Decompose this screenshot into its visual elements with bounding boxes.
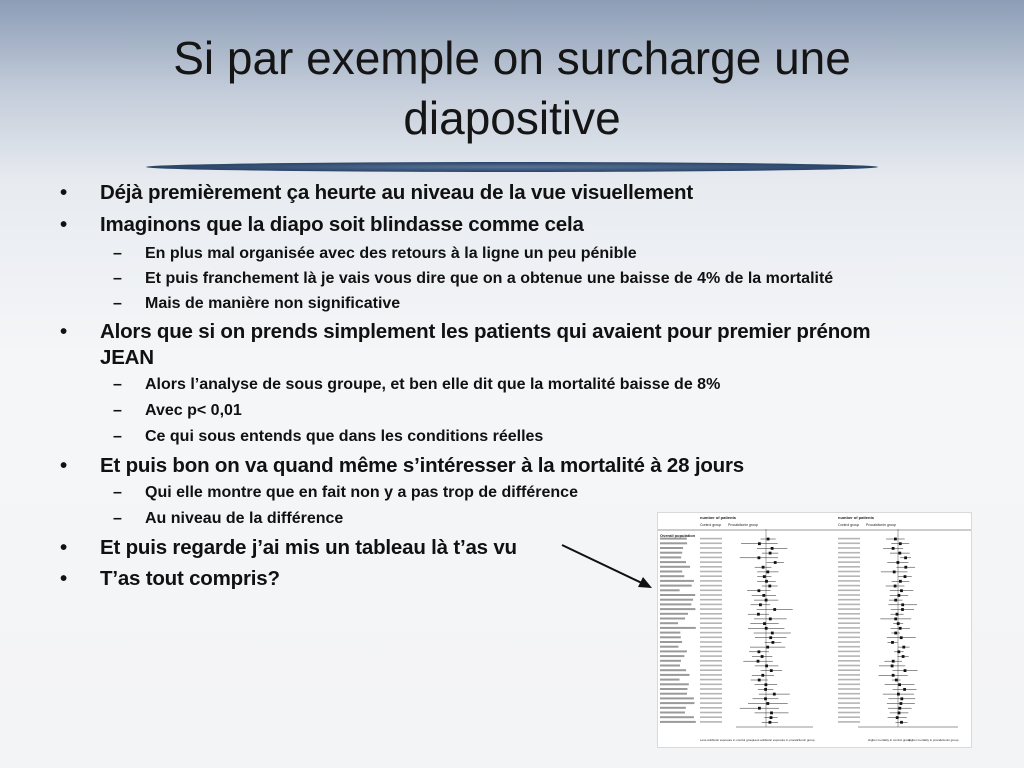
point-marker [766,702,769,705]
point-marker [765,599,768,602]
dash-marker: – [113,270,122,287]
row-value [838,604,860,606]
row-value [700,698,722,700]
figure-left-footer: Less antibiotic exposure in procalcitonin group [753,738,815,742]
row-label [660,566,690,568]
row-label [660,556,681,558]
point-marker [899,627,902,630]
row-value [700,707,722,709]
row-value [838,651,860,653]
row-value [838,632,860,634]
row-value [838,698,860,700]
row-label [660,669,686,671]
point-marker [898,707,901,710]
row-value [838,712,860,714]
row-value [700,693,722,695]
point-marker [900,702,903,705]
point-marker [897,650,900,653]
row-value [838,660,860,662]
point-marker [758,542,761,545]
point-marker [761,655,764,658]
point-marker [758,679,761,682]
point-marker [758,650,761,653]
point-marker [897,622,900,625]
row-value [700,538,722,540]
point-marker [899,542,902,545]
row-label [660,650,687,652]
row-label [660,547,683,549]
row-label [660,707,686,709]
bullet-text: Déjà premièrement ça heurte au niveau de la vue visuellement [100,181,694,204]
row-value [700,712,722,714]
row-label [660,712,685,714]
point-marker [757,660,760,663]
row-value [700,684,722,686]
point-marker [898,683,901,686]
row-value [700,688,722,690]
bullet-text-continuation: JEAN [100,346,154,369]
point-marker [761,674,764,677]
point-marker [894,618,897,621]
row-value [700,575,722,577]
row-value [838,693,860,695]
row-value [838,637,860,639]
row-value [838,575,860,577]
bullet-marker: • [60,213,67,236]
row-value [700,613,722,615]
point-marker [763,622,766,625]
row-value [838,641,860,643]
row-value [838,538,860,540]
point-marker [894,599,897,602]
point-marker [769,636,772,639]
point-marker [765,580,768,583]
row-value [838,613,860,615]
bullet-marker: • [60,567,67,590]
row-value [838,580,860,582]
figure-left-header: number of patients [700,515,737,520]
row-label [660,697,694,699]
row-value [838,679,860,681]
point-marker [772,641,775,644]
row-value [838,655,860,657]
point-marker [898,594,901,597]
point-marker [768,585,771,588]
row-value [838,594,860,596]
row-label [660,542,687,544]
row-label [660,599,693,601]
sub-bullet-text: Avec p< 0,01 [145,402,242,419]
point-marker [762,594,765,597]
point-marker [904,669,907,672]
point-marker [766,571,769,574]
row-label [660,585,692,587]
point-marker [764,688,767,691]
row-value [838,646,860,648]
point-marker [757,613,760,616]
point-marker [891,641,894,644]
row-label [660,618,685,620]
figure-left-footer: Less antibiotic exposure in control group [700,738,754,742]
row-value [700,655,722,657]
figure-right-header: number of patients [838,515,875,520]
point-marker [773,693,776,696]
dash-marker: – [113,484,122,501]
row-label [660,702,695,704]
row-label [660,693,687,695]
sub-bullet-text: Mais de manière non significative [145,295,401,312]
slide-title: Si par exemple on surcharge une diapositive [173,32,851,144]
point-marker [765,683,768,686]
row-value [700,543,722,545]
point-marker [894,632,897,635]
row-label [660,613,688,615]
row-value [700,608,722,610]
bullet-marker: • [60,320,67,343]
dash-marker: – [113,510,122,527]
row-value [700,604,722,606]
figure-overall-label: Overall population [660,533,696,538]
point-marker [763,575,766,578]
row-label [660,552,682,554]
point-marker [897,693,900,696]
row-value [700,561,722,563]
point-marker [901,603,904,606]
point-marker [901,608,904,611]
point-marker [898,552,901,555]
point-marker [894,585,897,588]
row-value [838,627,860,629]
point-marker [758,556,761,559]
point-marker [902,646,905,649]
row-value [700,646,722,648]
bullet-marker: • [60,181,67,204]
row-value [700,599,722,601]
point-marker [904,566,907,569]
row-label [660,580,694,582]
point-marker [900,589,903,592]
row-value [838,669,860,671]
row-value [700,557,722,559]
row-label [660,538,687,540]
point-marker [769,618,772,621]
forest-plot [658,513,971,747]
sub-bullet-text: En plus mal organisée avec des retours à la ligne un peu pénible [145,245,637,262]
row-value [700,552,722,554]
row-value [838,552,860,554]
row-label [660,674,690,676]
row-value [700,566,722,568]
bullet-text: Imaginons que la diapo soit blindasse comme cela [100,213,584,236]
row-value [700,674,722,676]
point-marker [896,716,899,719]
row-value [700,580,722,582]
sub-bullet-text: Au niveau de la différence [145,510,344,527]
row-label [660,627,696,629]
row-value [838,599,860,601]
row-label [660,575,684,577]
point-marker [900,697,903,700]
row-label [660,660,681,662]
point-marker [758,589,761,592]
point-marker [892,547,895,550]
sub-bullet-text: Et puis franchement là je vais vous dire que on a obtenue une baisse de 4% de la mortalité [145,270,834,287]
sub-bullet-text: Qui elle montre que en fait non y a pas trop de différence [145,484,578,501]
point-marker [758,707,761,710]
row-value [700,590,722,592]
row-value [838,674,860,676]
row-label [660,646,678,648]
row-value [700,651,722,653]
row-value [700,622,722,624]
point-marker [767,538,770,541]
row-value [700,716,722,718]
row-label [660,594,695,596]
row-value [838,618,860,620]
row-value [838,688,860,690]
point-marker [774,561,777,564]
bullet-marker: • [60,536,67,559]
point-marker [771,632,774,635]
row-value [838,557,860,559]
row-value [838,571,860,573]
point-marker [773,608,776,611]
bullet-text: Alors que si on prends simplement les patients qui avaient pour premier prénom [100,320,871,343]
bullet-text: Et puis regarde j’ai mis un tableau là t’as vu [100,536,517,559]
row-label [660,641,682,643]
dash-marker: – [113,295,122,312]
row-label [660,608,695,610]
row-value [838,684,860,686]
sub-bullet-text: Alors l’analyse de sous groupe, et ben elle dit que la mortalité baisse de 8% [145,376,721,393]
bullet-text: T’as tout compris? [100,567,280,590]
bullet-marker: • [60,454,67,477]
point-marker [765,665,768,668]
point-marker [766,646,769,649]
point-marker [762,566,765,569]
row-label [660,561,686,563]
point-marker [765,627,768,630]
dash-marker: – [113,402,122,419]
row-value [838,547,860,549]
row-label [660,721,696,723]
figure-right-footer: Higher mortality in control group [868,738,911,742]
dash-marker: – [113,245,122,262]
dash-marker: – [113,428,122,445]
row-value [838,702,860,704]
point-marker [899,580,902,583]
point-marker [894,538,897,541]
point-marker [770,669,773,672]
row-value [838,707,860,709]
row-value [838,561,860,563]
row-value [838,608,860,610]
figure-right-footer: Higher mortality in procalcitonin group [908,738,959,742]
row-label [660,716,694,718]
point-marker [892,660,895,663]
row-value [700,594,722,596]
figure-col-procalcitonin: Procalcitonin group [866,523,896,527]
row-value [700,571,722,573]
point-marker [893,571,896,574]
row-label [660,683,689,685]
point-marker [769,552,772,555]
row-label [660,589,680,591]
row-value [700,679,722,681]
row-value [838,585,860,587]
point-marker [904,575,907,578]
row-value [700,641,722,643]
row-label [660,636,681,638]
point-marker [769,721,772,724]
row-label [660,603,691,605]
point-marker [771,547,774,550]
row-value [838,622,860,624]
forest-plot-figure [657,512,972,748]
sub-bullet-text: Ce qui sous entends que dans les conditions réelles [145,428,544,445]
point-marker [903,688,906,691]
row-label [660,655,684,657]
row-value [838,721,860,723]
point-marker [770,712,773,715]
row-value [838,590,860,592]
figure-col-procalcitonin: Procalcitonin group [728,523,758,527]
bullet-text: Et puis bon on va quand même s’intéresser à la mortalité à 28 jours [100,454,744,477]
row-value [700,721,722,723]
row-label [660,688,688,690]
point-marker [898,712,901,715]
point-marker [902,655,905,658]
point-marker [759,603,762,606]
row-value [838,543,860,545]
row-value [700,665,722,667]
row-value [700,660,722,662]
row-value [700,702,722,704]
point-marker [770,716,773,719]
row-value [700,618,722,620]
row-label [660,679,680,681]
point-marker [895,679,898,682]
point-marker [900,721,903,724]
row-value [700,669,722,671]
figure-col-control: Control group [838,523,860,527]
row-value [700,547,722,549]
point-marker [891,665,894,668]
point-marker [892,674,895,677]
row-value [838,566,860,568]
row-value [700,637,722,639]
row-label [660,571,682,573]
row-value [838,665,860,667]
row-value [700,585,722,587]
row-value [700,632,722,634]
point-marker [897,561,900,564]
figure-col-control: Control group [700,523,722,527]
point-marker [904,556,907,559]
row-value [700,627,722,629]
point-marker [896,613,899,616]
point-marker [764,697,767,700]
dash-marker: – [113,376,122,393]
row-label [660,632,680,634]
point-marker [900,636,903,639]
row-label [660,665,680,667]
row-label [660,622,678,624]
row-value [838,716,860,718]
